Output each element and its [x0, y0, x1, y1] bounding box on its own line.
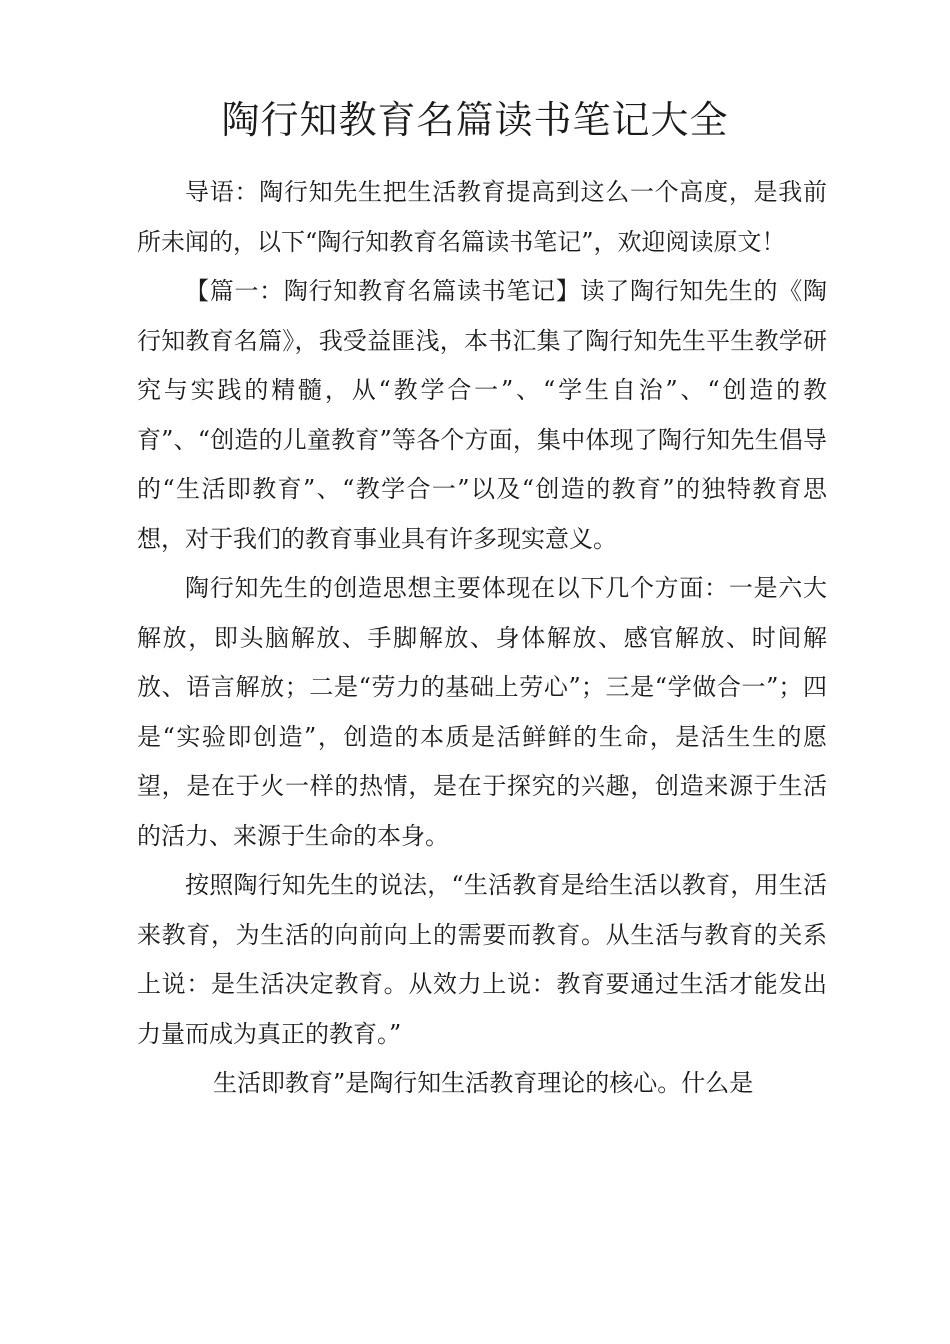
section-one-paragraph: 【篇一：陶行知教育名篇读书笔记】读了陶行知先生的《陶行知教育名篇》，我受益匪浅，本书汇集了陶行知先生平生教学研究与实践的精髓，从“教学合一”、“学生自治”、“创造的教育”、“创造的儿童教育”等各个方面，集中体现了陶行知先生倡导的“生活即教育”、“教学合一”以及“创造的教育”的独特教育思想，对于我们的教育事业具有许多现实意义。: [137, 277, 827, 553]
creativity-paragraph: 陶行知先生的创造思想主要体现在以下几个方面：一是六大解放，即头脑解放、手脚解放、身体解放、感官解放、时间解放、语言解放；二是“劳力的基础上劳心”；三是“学做合一”；四是“实验即创造”，创造的本质是活鲜鲜的生命，是活生生的愿望，是在于火一样的热情，是在于探究的兴趣，创造来源于生活的活力、来源于生命的本身。: [137, 574, 827, 850]
life-education-paragraph: 按照陶行知先生的说法，“生活教育是给生活以教育，用生活来教育，为生活的向前向上的需要而教育。从生活与教育的关系上说：是生活决定教育。从效力上说：教育要通过生活才能发出力量而成为真正的教育。”: [137, 871, 827, 1048]
document-body: [137, 168, 827, 1109]
final-line: 生活即教育”是陶行知生活教育理论的核心。什么是: [213, 1069, 754, 1097]
document-title: 陶行知教育名篇读书笔记大全: [221, 98, 729, 142]
intro-paragraph: 导语：陶行知先生把生活教育提高到这么一个高度，是我前所未闻的，以下“陶行知教育名篇读书笔记”，欢迎阅读原文！: [137, 178, 827, 256]
